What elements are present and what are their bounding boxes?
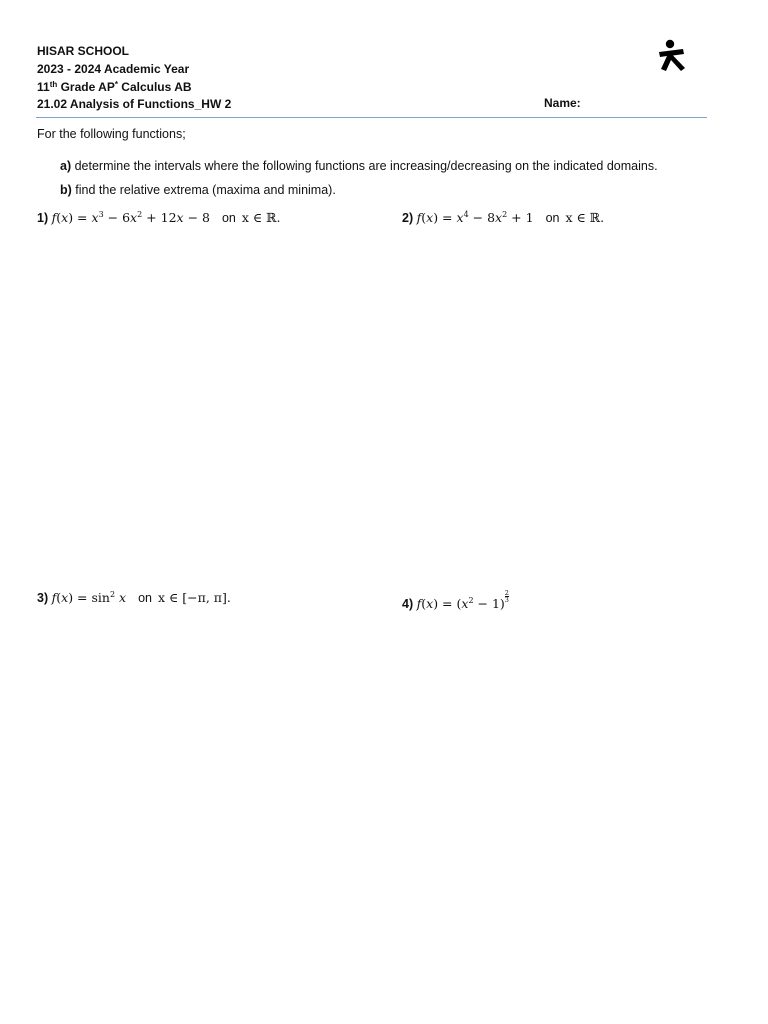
problem-3	[37, 590, 231, 605]
problem-4-function: $f(x) = (x^2 - 1)$ $\frac{2}{3}$	[416, 589, 509, 611]
problem-4	[402, 590, 509, 611]
problem-3-function: $f(x) = \sin^2 x$	[51, 590, 127, 605]
problem-1-domain: x ∈ ℝ.	[241, 210, 281, 225]
header-divider	[36, 117, 707, 118]
instruction-a	[60, 159, 658, 173]
ap-mark: *	[114, 79, 118, 89]
name-label: Name:	[544, 96, 581, 110]
course-name: Calculus AB	[117, 79, 192, 94]
instruction-b-text: find the relative extrema (maxima and minima).	[71, 183, 336, 197]
assignment-title: 21.02 Analysis of Functions_HW 2	[37, 97, 232, 112]
problem-3-domain: x ∈ [−π, π].	[158, 590, 231, 605]
course-title	[37, 79, 707, 97]
problem-1-number: 1)	[37, 211, 49, 225]
instruction-b	[60, 183, 336, 197]
instructions-intro: For the following functions;	[37, 127, 186, 141]
problem-3-number: 3)	[37, 591, 49, 605]
problem-1	[37, 210, 281, 225]
problem-4-number: 4)	[402, 597, 414, 611]
problem-2-number: 2)	[402, 211, 414, 225]
problem-1-on: on	[221, 211, 236, 225]
academic-year: 2023 - 2024 Academic Year	[37, 61, 190, 76]
instruction-b-label: b)	[60, 183, 72, 197]
school-name: HISAR SCHOOL	[37, 44, 130, 58]
grade-number: 11	[37, 79, 50, 94]
instruction-a-text: determine the intervals where the following functions are increasing/decreasing on the indicated domains.	[71, 159, 658, 173]
grade-text: Grade AP	[57, 79, 115, 94]
problem-2-on: on	[545, 211, 560, 225]
problem-1-function: $f(x) = x^3 - 6x^2 + 12x - 8$	[51, 210, 210, 225]
school-logo-icon	[655, 38, 689, 74]
problem-3-on: on	[138, 591, 153, 605]
instruction-a-label: a)	[60, 159, 72, 173]
problem-2-domain: x ∈ ℝ.	[565, 210, 605, 225]
problem-2	[402, 210, 604, 225]
grade-suffix: th	[49, 79, 58, 89]
document-header	[37, 43, 707, 114]
exponent-fraction: $\frac{2}{3}$	[504, 589, 509, 604]
problem-2-function: $f(x) = x^4 - 8x^2 + 1$	[416, 210, 534, 225]
